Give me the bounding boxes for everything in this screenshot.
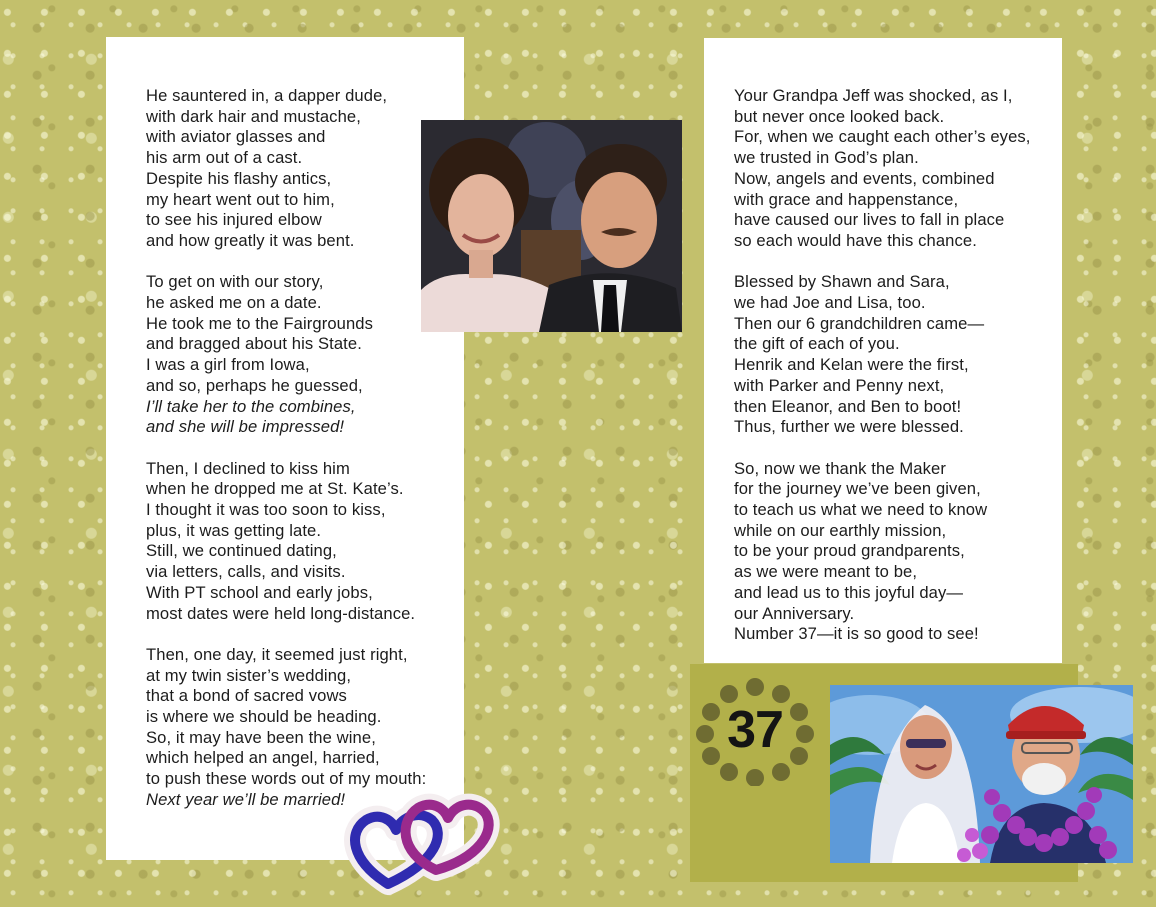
- poem-line: for the journey we’ve been given,: [734, 479, 981, 499]
- couple-vintage-photo: [421, 120, 682, 332]
- poem-line: Now, angels and events, combined: [734, 168, 995, 188]
- couple-vintage-illustration: [421, 120, 682, 332]
- poem-line: I’ll take her to the combines,: [146, 396, 356, 416]
- poem-line: at my twin sister’s wedding,: [146, 665, 352, 685]
- poem-line: with Parker and Penny next,: [734, 375, 945, 395]
- poem-line: which helped an angel, harried,: [146, 748, 380, 768]
- poem-stanza: [734, 272, 1056, 438]
- poem-stanza: [146, 459, 456, 625]
- poem-line: Thus, further we were blessed.: [734, 417, 964, 437]
- couple-anniversary-photo: [830, 685, 1133, 863]
- poem-line: to teach us what we need to know: [734, 500, 988, 520]
- poem-line: when he dropped me at St. Kate’s.: [146, 479, 404, 499]
- poem-line: his arm out of a cast.: [146, 148, 303, 168]
- poem-line: most dates were held long-distance.: [146, 603, 416, 623]
- poem-line: and so, perhaps he guessed,: [146, 375, 363, 395]
- poem-line: is where we should be heading.: [146, 707, 382, 727]
- poem-line: with dark hair and mustache,: [146, 106, 361, 126]
- poem-stanza: [146, 86, 456, 252]
- poem-line: Number 37—it is so good to see!: [734, 624, 979, 644]
- poem-line: to see his injured elbow: [146, 210, 322, 230]
- poem-line: the gift of each of you.: [734, 334, 900, 354]
- hearts-decoration: [340, 780, 500, 898]
- poem-line: and bragged about his State.: [146, 334, 362, 354]
- right-poem: [734, 86, 1056, 645]
- poem-line: to push these words out of my mouth:: [146, 769, 427, 789]
- left-poem: [146, 86, 456, 811]
- poem-line: Blessed by Shawn and Sara,: [734, 272, 950, 292]
- poem-line: but never once looked back.: [734, 106, 945, 126]
- poem-line: He took me to the Fairgrounds: [146, 313, 374, 333]
- poem-line: our Anniversary.: [734, 603, 855, 623]
- poem-line: my heart went out to him,: [146, 189, 335, 209]
- poem-line: then Eleanor, and Ben to boot!: [734, 396, 962, 416]
- poem-line: I was a girl from Iowa,: [146, 355, 310, 375]
- poem-line: plus, it was getting late.: [146, 520, 322, 540]
- poem-line: and lead us to this joyful day—: [734, 582, 964, 602]
- poem-line: To get on with our story,: [146, 272, 324, 292]
- poem-line: Your Grandpa Jeff was shocked, as I,: [734, 86, 1013, 105]
- poem-line: For, when we caught each other’s eyes,: [734, 127, 1031, 147]
- poem-line: Then, I declined to kiss him: [146, 458, 350, 478]
- poem-line: so each would have this chance.: [734, 230, 977, 250]
- poem-line: Despite his flashy antics,: [146, 168, 332, 188]
- poem-line: we trusted in God’s plan.: [734, 148, 919, 168]
- poem-line: with grace and happenstance,: [734, 189, 959, 209]
- poem-line: we had Joe and Lisa, too.: [734, 293, 926, 313]
- couple-anniversary-illustration: [830, 685, 1133, 863]
- poem-line: Henrik and Kelan were the first,: [734, 355, 969, 375]
- poem-line: to be your proud grandparents,: [734, 541, 965, 561]
- poem-line: So, it may have been the wine,: [146, 727, 376, 747]
- poem-line: Then our 6 grandchildren came—: [734, 313, 985, 333]
- poem-stanza: [734, 459, 1056, 645]
- poem-line: Next year we’ll be married!: [146, 789, 346, 809]
- poem-line: Then, one day, it seemed just right,: [146, 644, 408, 664]
- poem-line: that a bond of sacred vows: [146, 686, 347, 706]
- poem-stanza: [146, 272, 456, 438]
- poem-line: I thought it was too soon to kiss,: [146, 500, 386, 520]
- poem-line: He sauntered in, a dapper dude,: [146, 86, 388, 105]
- poem-line: as we were meant to be,: [734, 562, 918, 582]
- poem-line: Still, we continued dating,: [146, 541, 337, 561]
- poem-line: via letters, calls, and visits.: [146, 562, 346, 582]
- anniversary-number: 37: [727, 701, 783, 759]
- poem-line: while on our earthly mission,: [734, 520, 947, 540]
- poem-line: With PT school and early jobs,: [146, 582, 373, 602]
- poem-line: with aviator glasses and: [146, 127, 326, 147]
- poem-line: he asked me on a date.: [146, 293, 322, 313]
- poem-line: have caused our lives to fall in place: [734, 210, 1005, 230]
- poem-stanza: [734, 86, 1056, 252]
- poem-line: So, now we thank the Maker: [734, 458, 946, 478]
- poem-line: and how greatly it was bent.: [146, 230, 355, 250]
- poem-line: and she will be impressed!: [146, 417, 345, 437]
